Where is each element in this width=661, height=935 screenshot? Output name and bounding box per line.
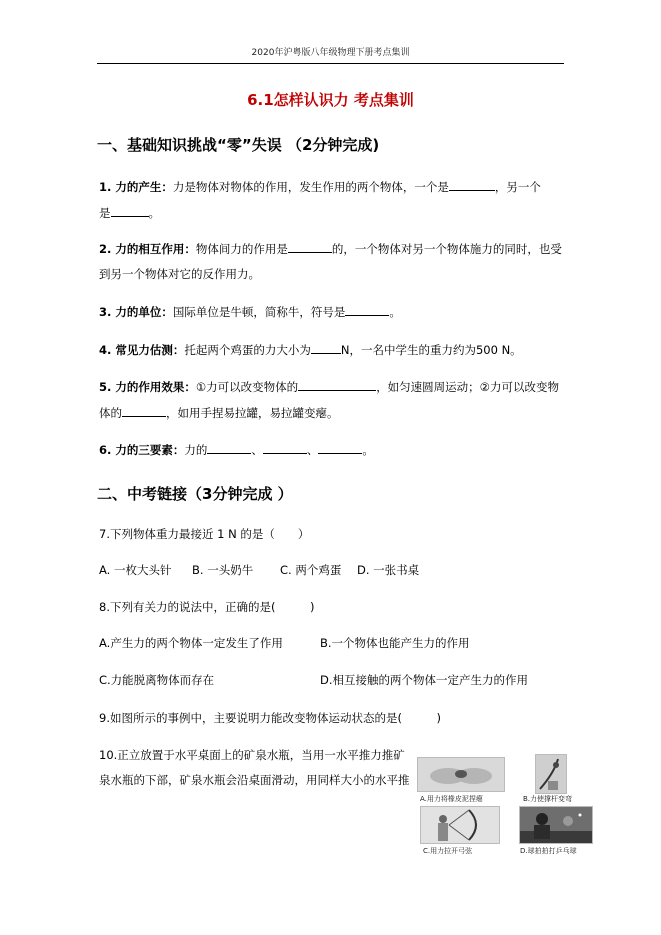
q3-label: 3. 力的单位：: [99, 305, 173, 319]
archer-icon: [421, 807, 499, 843]
question-1: [99, 179, 541, 194]
q6-blank-3: [318, 442, 362, 454]
question-10-line-2: 泉水瓶的下部，矿泉水瓶会沿桌面滑动，用同样大小的水平推: [99, 773, 410, 787]
question-2-line-2: 到另一个物体对它的反作用力。: [99, 267, 260, 281]
q3-text-2: 。: [389, 305, 401, 319]
figure-c-photo: [420, 806, 500, 844]
q3-text: 国际单位是牛顿，简称牛，符号是: [172, 305, 346, 319]
figure-c-caption: C.用力拉开弓弦: [423, 847, 473, 855]
question-5-line-2: [99, 405, 339, 420]
q1-blank-1: [449, 179, 495, 191]
q8-option-b: B.一个物体也能产生力的作用: [320, 636, 470, 650]
q2-text-2: 的，一个物体对另一个物体施力的同时，也受: [331, 242, 562, 256]
q7-option-d: D. 一张书桌: [357, 563, 420, 577]
page-header: 2020年沪粤版八年级物理下册考点集训: [251, 48, 410, 58]
q2-text: 物体间力的作用是: [195, 242, 288, 256]
question-1-line-2: [99, 205, 160, 220]
q1-text-4: 。: [148, 206, 160, 220]
q8-option-c: C.力能脱离物体而存在: [99, 673, 215, 687]
q4-text-2: N，一名中学生的重力约为500 N。: [340, 343, 522, 357]
q6-text: 力的: [184, 443, 208, 457]
question-10: 10.正立放置于水平桌面上的矿泉水瓶，当用一水平推力推矿: [99, 748, 405, 762]
q8-option-a: A.产生力的两个物体一定发生了作用: [99, 636, 283, 650]
q7-option-a: A. 一枚大头针: [99, 563, 172, 577]
q5-blank-2: [122, 405, 166, 417]
q6-blank-2: [263, 442, 307, 454]
section-1-title: 一、基础知识挑战“零”失误 （2分钟完成): [97, 136, 380, 154]
q1-label: 1. 力的产生：: [99, 180, 173, 194]
question-7: 7.下列物体重力最接近 1 N 的是（ ）: [99, 527, 310, 541]
q6-sep-2: 、: [306, 443, 319, 457]
q1-blank-2: [111, 205, 149, 217]
page-title: 6.1怎样认识力 考点集训: [247, 91, 414, 109]
question-4: [99, 342, 522, 357]
q2-blank: [288, 241, 332, 253]
question-9: 9.如图所示的事例中，主要说明力能改变物体运动状态的是( ): [99, 711, 441, 725]
q1-text-2: ，另一个: [494, 180, 541, 194]
q4-label: 4. 常见力估测：: [99, 343, 185, 357]
q1-text-3: 是: [99, 206, 111, 220]
figure-b-caption: B.力使撑杆变弯: [523, 795, 573, 803]
q6-end: 。: [362, 443, 374, 457]
question-2: [99, 241, 562, 256]
q4-blank: [311, 342, 341, 354]
figure-b-photo: [535, 754, 567, 794]
q7-option-c: C. 两个鸡蛋: [280, 563, 342, 577]
q3-blank: [345, 304, 389, 316]
figure-d-caption: D.球拍拍打乒乓球: [520, 847, 577, 855]
section-2-title: 二、中考链接（3分钟完成 ）: [97, 485, 293, 503]
q6-blank-1: [207, 442, 251, 454]
q5-text: ①力可以改变物体的: [195, 380, 299, 394]
figure-d-photo: [519, 806, 593, 844]
question-5: [99, 379, 559, 394]
q4-text: 托起两个鸡蛋的力大小为: [184, 343, 311, 357]
pole-vault-icon: [536, 755, 566, 793]
q2-label: 2. 力的相互作用：: [99, 242, 196, 256]
q5-text-4: ，如用手捏易拉罐，易拉罐变瘪。: [166, 406, 339, 420]
question-6: [99, 442, 374, 457]
header-rule: [97, 63, 564, 64]
q5-blank-1: [298, 379, 376, 391]
q8-option-d: D.相互接触的两个物体一定产生力的作用: [320, 673, 529, 687]
q6-label: 6. 力的三要素：: [99, 443, 185, 457]
hands-clay-icon: [418, 758, 504, 791]
figure-a-caption: A.用力将橡皮泥捏瘪: [420, 795, 483, 803]
q5-text-3: 体的: [99, 406, 122, 420]
q1-text: 力是物体对物体的作用，发生作用的两个物体，一个是: [172, 180, 449, 194]
question-8: 8.下列有关力的说法中，正确的是( ): [99, 600, 315, 614]
figure-a-photo: [417, 757, 505, 792]
q7-option-b: B. 一头奶牛: [192, 563, 254, 577]
q6-sep-1: 、: [251, 443, 263, 457]
ping-pong-icon: [520, 807, 592, 843]
q5-text-2: ，如匀速圆周运动；②力可以改变物: [376, 380, 559, 394]
q5-label: 5. 力的作用效果：: [99, 380, 196, 394]
question-3: [99, 304, 401, 319]
